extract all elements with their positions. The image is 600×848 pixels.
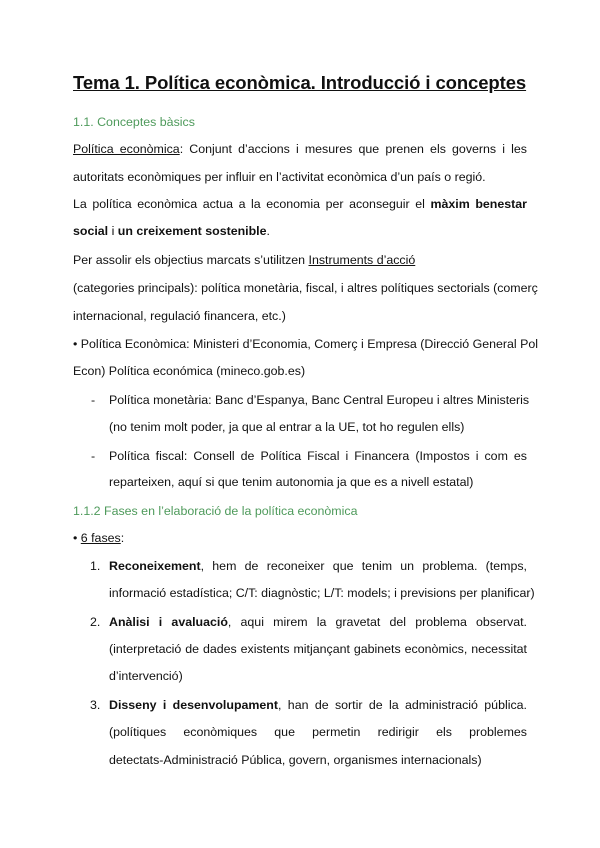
goal-bold-creixement: un creixement sostenible — [117, 224, 267, 238]
goal-bold-benestar: màxim benestar — [430, 197, 527, 211]
phase-2-line-2: (interpretació de dades existents mitjançant gabinets econòmics, necessitat — [109, 642, 527, 656]
definition-line-2: autoritats econòmiques per influir en l’activitat econòmica d’un país o regió. — [73, 170, 486, 184]
phase-2-term: Anàlisi i avaluació — [109, 615, 228, 629]
phase-number: 2. — [90, 615, 101, 629]
goal-bold-social: social — [73, 224, 109, 238]
goal-conjunction: i — [108, 224, 118, 238]
phase-3-line-3: detectats-Administració Pública, govern, organismes internacionals) — [109, 753, 482, 767]
fases-term: 6 fases — [80, 531, 121, 545]
phase-2-text: , aqui mirem la gravetat del problema observat. — [227, 615, 527, 629]
phase-2-line-3: d’intervenció) — [109, 669, 183, 683]
goal-period: . — [266, 224, 270, 238]
goal-line-2 — [73, 224, 270, 239]
definition-term: Política econòmica — [73, 142, 180, 156]
goal-text: La política econòmica actua a la economia per aconseguir el — [73, 197, 431, 211]
section-heading-fases: 1.1.2 Fases en l’elaboració de la política econòmica — [73, 504, 358, 518]
page-title: Tema 1. Política econòmica. Introducció i conceptes — [73, 72, 527, 93]
monetary-policy-line-2: (no tenim molt poder, ja que al entrar a la UE, tot ho regulen ells) — [109, 420, 465, 434]
phase-3-line-2: (polítiques econòmiques que permetin redirigir els problemes — [109, 725, 527, 739]
bullet-marker: • — [73, 531, 81, 545]
bullet-ministeri-line-1: • Política Econòmica: Ministeri d’Economia, Comerç i Empresa (Direcció General Pol — [73, 337, 539, 351]
phase-1-line-2: informació estadística; C/T: diagnòstic; L/T: models; i previsions per planificar) — [109, 586, 535, 600]
bullet-ministeri-line-2: Econ) Política económica (mineco.gob.es) — [73, 364, 306, 378]
definition-text: : Conjunt d’accions i mesures que prenen els governs i les — [179, 142, 527, 156]
phase-1-term: Reconeixement — [109, 559, 201, 573]
phase-3-text: , han de sortir de la administració pública. — [278, 698, 527, 712]
definition-line-1 — [73, 142, 527, 157]
fiscal-policy-line-2: reparteixen, aquí si que tenim autonomia ja que es a nivell estatal) — [109, 475, 474, 489]
colon: : — [120, 531, 125, 545]
bullet-6-fases — [73, 531, 124, 546]
phase-3-term: Disseny i desenvolupament — [109, 698, 279, 712]
phase-1-text: , hem de reconeixer que tenim un problema. (temps, — [200, 559, 527, 573]
phase-2-line-1 — [109, 615, 527, 630]
monetary-policy-line-1: Política monetària: Banc d’Espanya, Banc Central Europeu i altres Ministeris — [109, 393, 530, 407]
fiscal-policy-line-1: Política fiscal: Consell de Política Fiscal i Financera (Impostos i com es — [109, 449, 527, 463]
list-dash: - — [91, 393, 96, 407]
phase-number: 1. — [90, 559, 101, 573]
instruments-text: Per assolir els objectius marcats s’utilitzen — [73, 253, 309, 267]
list-dash: - — [91, 449, 96, 463]
instruments-line-2: (categories principals): política monetària, fiscal, i altres polítiques sectorials (comerç — [73, 281, 538, 295]
section-heading-conceptes: 1.1. Conceptes bàsics — [73, 115, 195, 129]
instruments-line-3: internacional, regulació financera, etc.) — [73, 309, 286, 323]
phase-3-line-1 — [109, 698, 527, 713]
phase-1-line-1 — [109, 559, 527, 574]
phase-number: 3. — [90, 698, 101, 712]
instruments-line-1 — [73, 253, 415, 268]
goal-line-1 — [73, 197, 527, 212]
instruments-term: Instruments d’acció — [308, 253, 416, 267]
